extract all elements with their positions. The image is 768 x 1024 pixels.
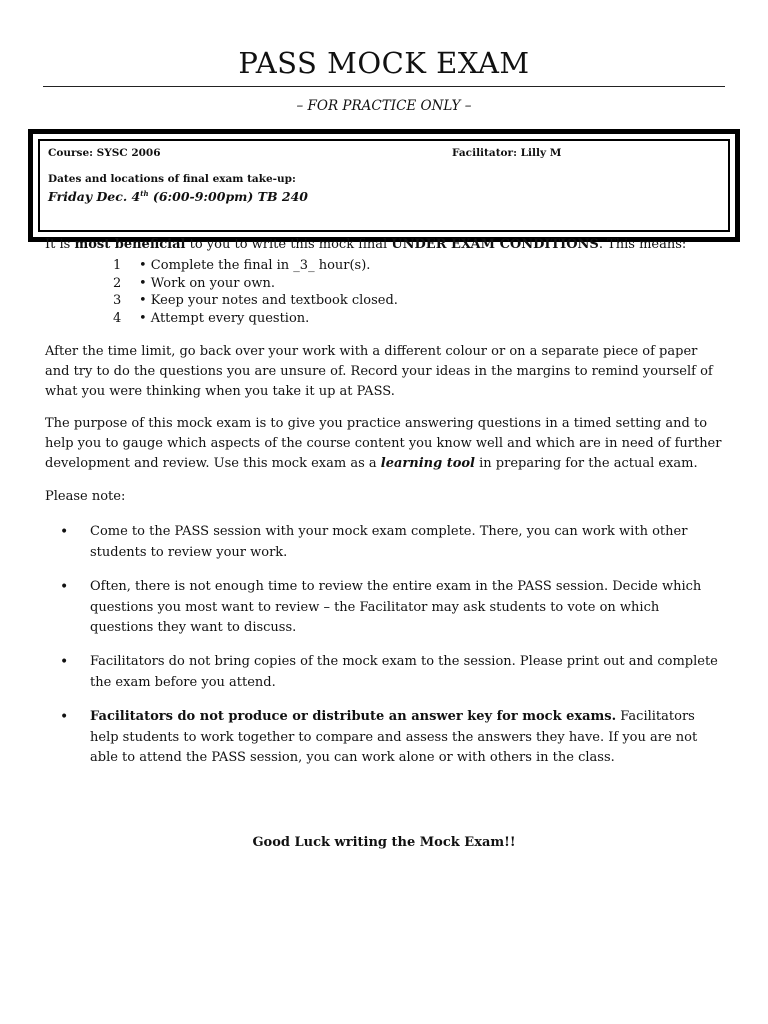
- takeup-date-time-room: (6:00-9:00pm) TB 240: [148, 189, 308, 205]
- condition-text: • Attempt every question.: [139, 310, 310, 326]
- facilitator-label: Facilitator: Lilly M: [452, 147, 562, 159]
- condition-number: 1: [113, 258, 122, 273]
- condition-item: [113, 310, 398, 328]
- purpose-text-2: in preparing for the actual exam.: [475, 456, 698, 471]
- condition-number: 2: [113, 275, 122, 291]
- bullet-icon: •: [60, 709, 69, 725]
- takeup-date-main: Friday Dec. 4: [48, 189, 141, 205]
- takeup-date: [48, 189, 308, 204]
- bullet-text: [90, 707, 725, 769]
- takeup-date-suffix: th: [140, 189, 149, 198]
- bullet-text: Often, there is not enough time to review the entire exam in the PASS session. Decide which questions you most want to review – the Facilitator may ask students to vote on which questions they want to discuss.: [90, 579, 702, 635]
- bullet-rest-text: Facilitators help students to work together to compare and assess the answers they have. If you are not able to attend the PASS session, you can work alone or with others in the class.: [90, 709, 698, 765]
- intro-paragraph: [45, 235, 725, 255]
- dates-locations-label: Dates and locations of final exam take-up:: [48, 173, 296, 185]
- intro-text-3: . This means:: [598, 237, 687, 252]
- condition-text: • Keep your notes and textbook closed.: [139, 293, 398, 308]
- course-info-inner-border: [38, 139, 730, 232]
- bullet-icon: •: [60, 579, 69, 595]
- condition-number: 4: [113, 310, 122, 326]
- condition-text: • Complete the final in _3_ hour(s).: [139, 258, 371, 273]
- exam-conditions-list: [113, 257, 398, 327]
- after-time-limit-paragraph: After the time limit, go back over your work with a different colour or on a separate piece of paper and try to do the questions you are unsure of. Record your ideas in the margins to remind yourself of what you were thinking when you take it up at PASS.: [45, 344, 713, 399]
- bullet-bold-text: Facilitators do not produce or distribute an answer key for mock exams.: [90, 709, 617, 724]
- bullet-text: Facilitators do not bring copies of the mock exam to the session. Please print out and complete the exam before you attend.: [90, 654, 718, 690]
- please-note-label: Please note:: [45, 489, 126, 504]
- intro-text-2: to you to write this mock final: [185, 237, 392, 252]
- course-label: Course: SYSC 2006: [48, 147, 161, 159]
- condition-text: • Work on your own.: [139, 275, 276, 291]
- closing-message: Good Luck writing the Mock Exam!!: [252, 835, 516, 850]
- bullet-text: Come to the PASS session with your mock exam complete. There, you can work with other students to review your work.: [90, 524, 688, 560]
- intro-bold-2: UNDER EXAM CONDITIONS: [391, 237, 599, 252]
- intro-text-1: It is: [45, 237, 75, 252]
- condition-item: [113, 292, 398, 310]
- condition-item: [113, 257, 398, 275]
- subtitle: – FOR PRACTICE ONLY –: [296, 98, 472, 114]
- course-info-box: [28, 129, 740, 242]
- bullet-icon: •: [60, 654, 69, 670]
- title-divider: [43, 86, 725, 87]
- condition-number: 3: [113, 293, 122, 308]
- purpose-emphasis: learning tool: [380, 456, 475, 471]
- purpose-text-1: The purpose of this mock exam is to give you practice answering questions in a timed setting and to help you to gauge which aspects of the course content you know well and which are in need of further development and review. Use this mock exam as a: [45, 416, 722, 471]
- bullet-icon: •: [60, 524, 69, 540]
- condition-item: [113, 275, 398, 293]
- intro-bold-1: most beneficial: [74, 237, 186, 252]
- purpose-paragraph: [45, 414, 725, 474]
- page-title: PASS MOCK EXAM: [238, 46, 530, 80]
